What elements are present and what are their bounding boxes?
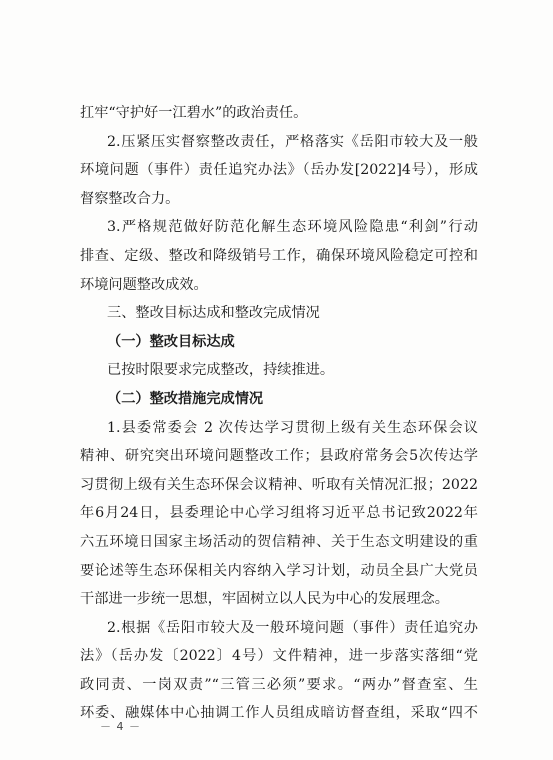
paragraph-line: 环境问题（事件）责任追究办法》（岳办发[2022]4号），形成 (80, 162, 478, 179)
paragraph-line: 2.压紧压实督察整改责任，严格落实《岳阳市较大及一般 (107, 133, 478, 150)
document-body (80, 99, 478, 728)
section-heading: 三、整改目标达成和整改完成情况 (107, 305, 320, 322)
paragraph-line: 政同责、一岗双责”“三管三必须”要求。“两办”督查室、生 (80, 676, 478, 693)
paragraph-line: 环委、融媒体中心抽调工作人员组成暗访督查组，采取“四不 (80, 705, 478, 722)
paragraph-line: 排查、定级、整改和降级销号工作，确保环境风险稳定可控和 (80, 247, 478, 264)
page-number: － 4 － (100, 720, 141, 733)
paragraph-line: 六五环境日国家主场活动的贺信精神、关于生态文明建设的重 (80, 533, 478, 550)
paragraph-line: 2.根据《岳阳市较大及一般环境问题（事件）责任追究办 (107, 619, 478, 636)
paragraph-line: 法》（岳办发〔2022〕4号）文件精神，进一步落实落细“党 (80, 648, 478, 665)
paragraph-line: 要论述等生态环保相关内容纳入学习计划，动员全县广大党员 (80, 562, 478, 579)
paragraph-line: 已按时限要求完成整改，持续推进。 (107, 362, 335, 379)
paragraph-line: 3.严格规范做好防范化解生态环境风险隐患“利剑”行动 (107, 219, 478, 236)
paragraph-line: 扛牢“守护好一江碧水”的政治责任。 (80, 105, 308, 121)
paragraph-line: 环境问题整改成效。 (80, 276, 208, 293)
paragraph-line: 干部进一步统一思想，牢固树立以人民为中心的发展理念。 (80, 591, 449, 608)
subsection-heading: （一）整改目标达成 (107, 333, 235, 350)
paragraph-line: 1.县委常委会 2 次传达学习贯彻上级有关生态环保会议 (107, 419, 478, 436)
paragraph-line: 精神、研究突出环境问题整改工作；县政府常务会5次传达学 (80, 448, 478, 465)
paragraph-line: 督察整改合力。 (80, 190, 180, 207)
paragraph-line: 习贯彻上级有关生态环保会议精神、听取有关情况汇报；2022 (80, 476, 478, 493)
subsection-heading: （二）整改措施完成情况 (107, 390, 264, 407)
paragraph-line: 年6月24日，县委理论中心学习组将习近平总书记致2022年 (80, 505, 478, 522)
